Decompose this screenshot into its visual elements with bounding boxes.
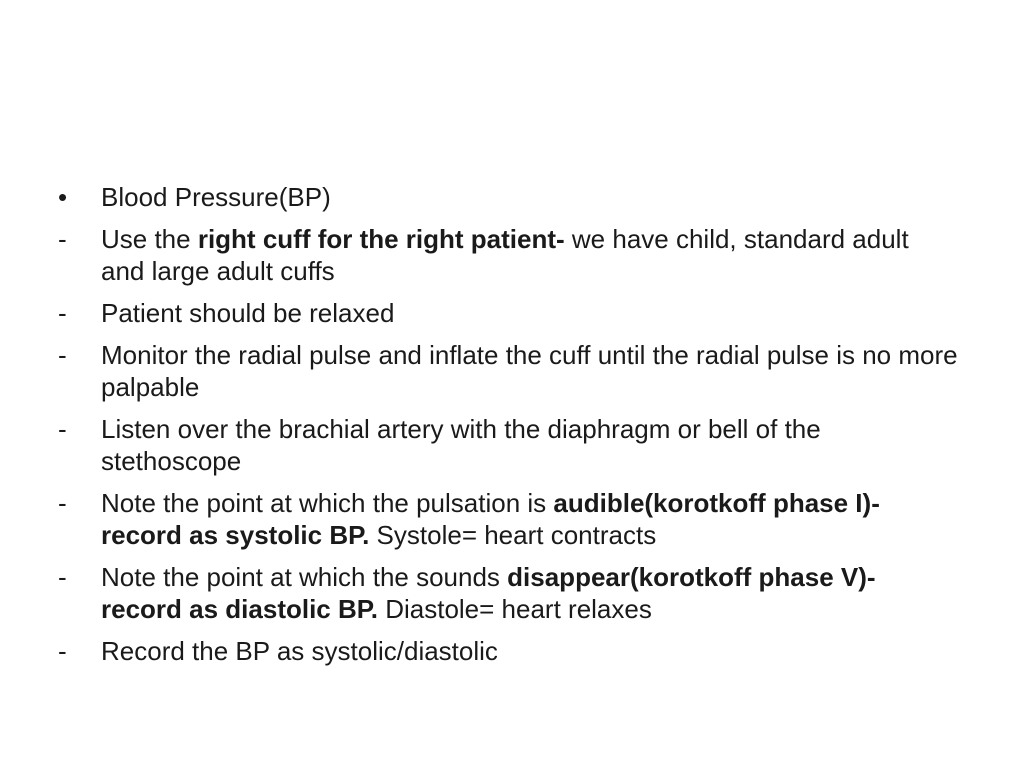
list-item xyxy=(58,635,958,667)
dash-marker: - xyxy=(58,414,67,444)
item-text: Systole= heart contracts xyxy=(369,520,657,550)
item-text: Note the point at which the pulsation is xyxy=(101,488,554,518)
item-text-bold: disappear(korotkoff phase V)- record as diastolic BP. xyxy=(101,562,876,624)
list-item xyxy=(58,223,958,287)
item-text: Monitor the radial pulse and inflate the cuff until the radial pulse is no more palpable xyxy=(101,340,958,402)
dash-marker: - xyxy=(58,636,67,666)
list-item xyxy=(58,181,958,213)
item-text: Diastole= heart relaxes xyxy=(377,594,652,624)
item-text-bold: audible(korotkoff phase I)- record as systolic BP. xyxy=(101,488,880,550)
bullet-marker: • xyxy=(58,182,68,212)
item-text-bold: right cuff for the right patient- xyxy=(197,224,565,254)
dash-marker: - xyxy=(58,224,67,254)
dash-marker: - xyxy=(58,562,67,592)
list-item xyxy=(58,413,958,477)
item-text: Patient should be relaxed xyxy=(101,298,395,328)
item-text: Note the point at which the sounds xyxy=(101,562,508,592)
list-item xyxy=(58,297,958,329)
item-text: Use the xyxy=(101,224,198,254)
bullet-list xyxy=(58,181,958,677)
list-item xyxy=(58,339,958,403)
list-item xyxy=(58,487,958,551)
list-item xyxy=(58,561,958,625)
item-text: Blood Pressure(BP) xyxy=(101,182,331,212)
item-text: we have child, standard adult and large adult cuffs xyxy=(101,224,909,286)
item-text: Listen over the brachial artery with the diaphragm or bell of the stethoscope xyxy=(101,414,821,476)
dash-marker: - xyxy=(58,298,67,328)
dash-marker: - xyxy=(58,340,67,370)
dash-marker: - xyxy=(58,488,67,518)
item-text: Record the BP as systolic/diastolic xyxy=(101,636,498,666)
